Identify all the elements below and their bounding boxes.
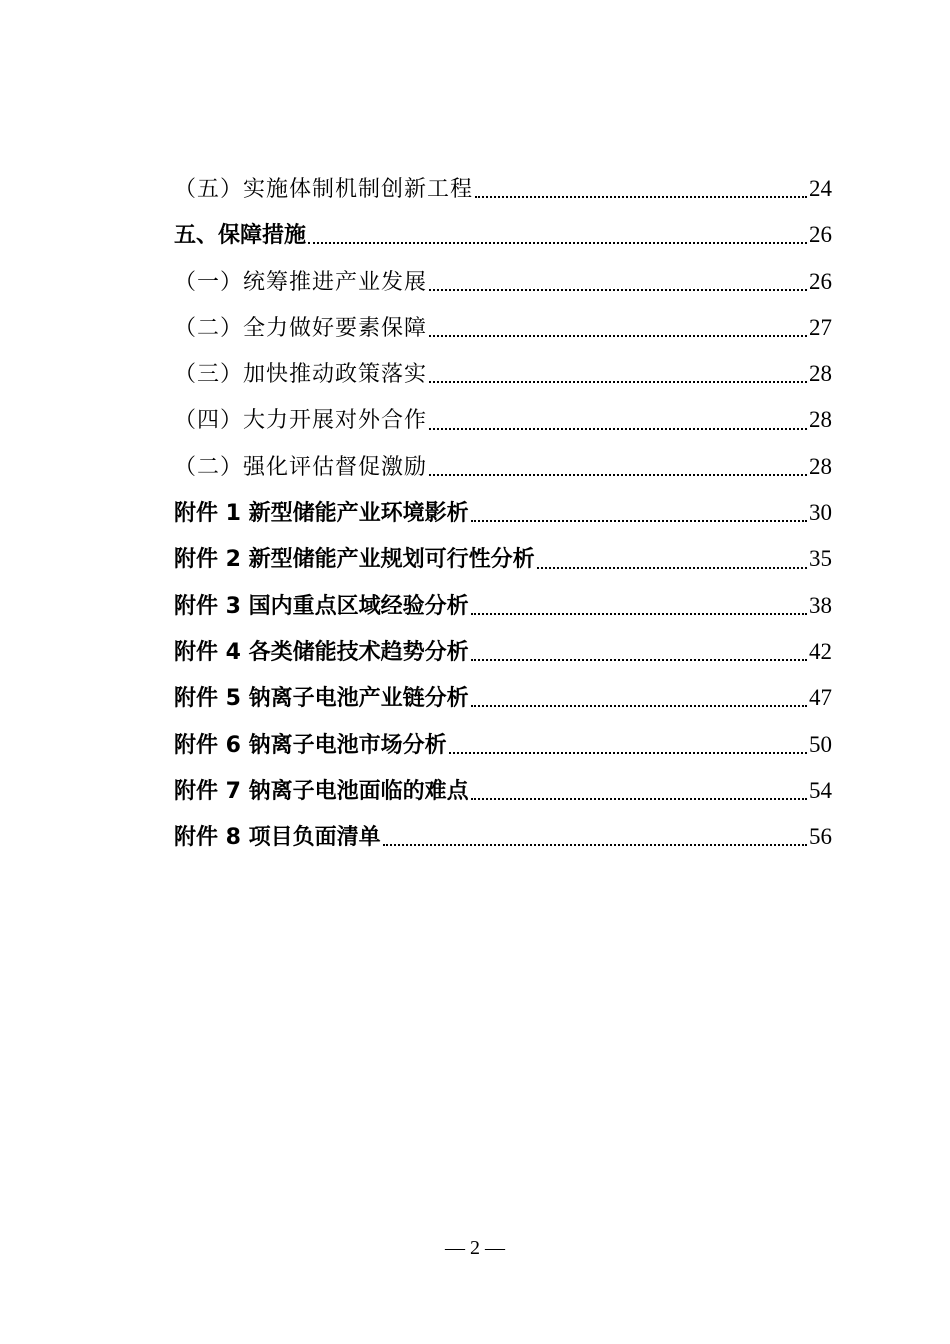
toc-entry-page: 54 — [809, 777, 832, 803]
toc-entry[interactable] — [174, 536, 832, 582]
table-of-contents — [174, 166, 832, 860]
toc-entry[interactable] — [174, 722, 832, 768]
toc-entry[interactable] — [174, 351, 832, 397]
toc-entry[interactable] — [174, 675, 832, 721]
toc-entry-page: 38 — [809, 592, 832, 618]
toc-dot-leader — [429, 381, 807, 383]
toc-entry[interactable] — [174, 814, 832, 860]
toc-entry[interactable] — [174, 583, 832, 629]
toc-entry-page: 28 — [809, 453, 832, 479]
toc-entry-page: 28 — [809, 361, 832, 387]
toc-entry[interactable] — [174, 629, 832, 675]
toc-dot-leader — [429, 289, 807, 291]
toc-dot-leader — [475, 196, 807, 198]
toc-entry[interactable] — [174, 166, 832, 212]
page-number-footer: — 2 — — [445, 1237, 505, 1259]
toc-entry-page: 30 — [809, 500, 832, 526]
toc-entry-page: 26 — [809, 222, 832, 248]
toc-entry-label: 附件 1 新型储能产业环境影析 — [174, 501, 469, 527]
toc-entry-label: 附件 7 钠离子电池面临的难点 — [174, 778, 469, 804]
toc-dot-leader — [429, 474, 807, 476]
toc-dot-leader — [308, 242, 807, 244]
toc-entry-page: 56 — [809, 824, 832, 850]
toc-entry-label: 附件 2 新型储能产业规划可行性分析 — [174, 547, 535, 573]
toc-entry-label: （四）大力开展对外合作 — [174, 408, 428, 434]
toc-dot-leader — [471, 659, 807, 661]
toc-entry-page: 47 — [809, 685, 832, 711]
toc-entry[interactable] — [174, 305, 832, 351]
toc-entry-label: 五、保障措施 — [174, 223, 307, 249]
toc-entry-page: 28 — [809, 407, 832, 433]
toc-entry-label: 附件 8 项目负面清单 — [174, 825, 381, 851]
toc-dot-leader — [429, 335, 807, 337]
toc-entry-page: 24 — [809, 176, 832, 201]
toc-entry-label: 附件 5 钠离子电池产业链分析 — [174, 686, 469, 712]
toc-entry-page: 27 — [809, 314, 832, 340]
toc-dot-leader — [429, 428, 807, 430]
toc-entry-label: 附件 6 钠离子电池市场分析 — [174, 732, 447, 758]
toc-entry-page: 42 — [809, 638, 832, 664]
toc-dot-leader — [471, 520, 807, 522]
toc-entry[interactable] — [174, 444, 832, 490]
toc-entry-label: （三）加快推动政策落实 — [174, 362, 428, 388]
toc-entry-label: （二）强化评估督促激励 — [174, 454, 428, 480]
toc-entry[interactable] — [174, 490, 832, 536]
toc-dot-leader — [471, 798, 807, 800]
toc-entry[interactable] — [174, 212, 832, 258]
toc-dot-leader — [471, 613, 807, 615]
toc-entry[interactable] — [174, 397, 832, 443]
toc-entry-page: 50 — [809, 731, 832, 757]
toc-dot-leader — [537, 567, 807, 569]
toc-entry-page: 26 — [809, 268, 832, 294]
toc-entry[interactable] — [174, 768, 832, 814]
toc-dot-leader — [471, 705, 807, 707]
toc-dot-leader — [383, 844, 807, 846]
toc-entry-page: 35 — [809, 546, 832, 572]
toc-entry-label: 附件 4 各类储能技术趋势分析 — [174, 639, 469, 665]
toc-entry-label: （一）统筹推进产业发展 — [174, 269, 428, 295]
toc-entry[interactable] — [174, 259, 832, 305]
toc-entry-label: 附件 3 国内重点区域经验分析 — [174, 593, 469, 619]
toc-entry-label: （二）全力做好要素保障 — [174, 315, 428, 341]
toc-dot-leader — [449, 752, 807, 754]
toc-entry-label: （五）实施体制机制创新工程 — [174, 177, 474, 202]
